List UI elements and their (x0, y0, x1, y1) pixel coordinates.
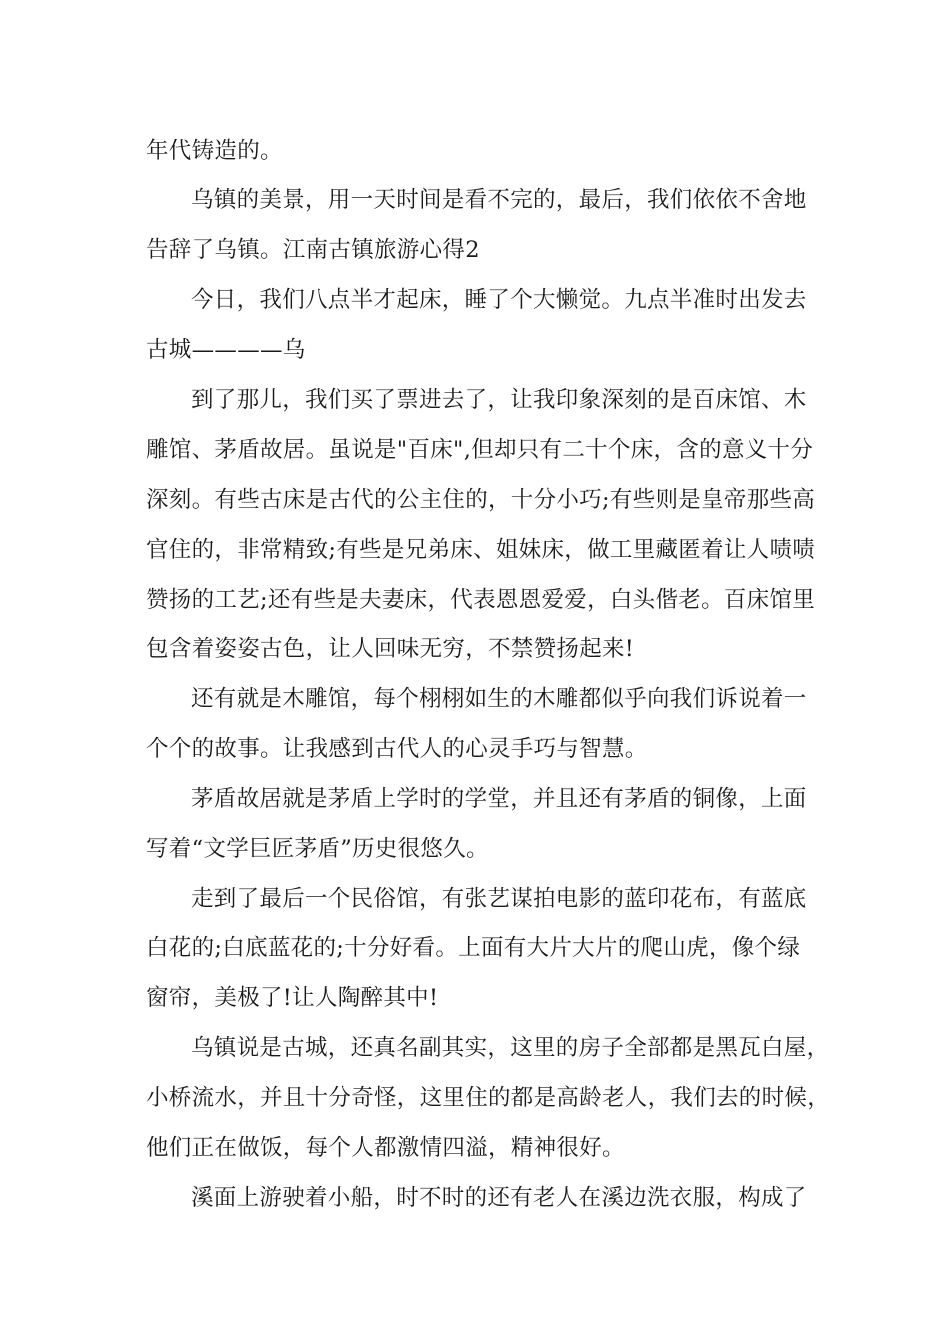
text-line-15: 写着“文学巨匠茅盾”历史很悠久。 (146, 836, 489, 862)
text-line-20: 小桥流水，并且十分奇怪，这里住的都是高龄老人，我们去的时候， (146, 1085, 831, 1111)
text-line-9: 官住的，非常精致;有些是兄弟床、姐妹床，做工里藏匿着让人啧啧 (146, 537, 816, 563)
paragraph-line-12: 还有就是木雕馆，每个栩栩如生的木雕都似乎向我们诉说着一 (191, 686, 807, 712)
text-line-21: 他们正在做饭，每个人都激情四溢，精神很好。 (146, 1135, 625, 1161)
paragraph-line-6: 到了那儿，我们买了票进去了，让我印象深刻的是百床馆、木 (191, 387, 807, 413)
paragraph-line-22: 溪面上游驶着小船，时不时的还有老人在溪边洗衣服，构成了 (191, 1185, 807, 1211)
text-line-17: 白花的;白底蓝花的;十分好看。上面有大片大片的爬山虎，像个绿 (146, 935, 801, 961)
text-line-10: 赞扬的工艺;还有些是夫妻床，代表恩恩爱爱，白头偕老。百床馆里 (146, 587, 816, 613)
paragraph-line-16: 走到了最后一个民俗馆，有张艺谋拍电影的蓝印花布，有蓝底 (191, 886, 807, 912)
paragraph-line-14: 茅盾故居就是茅盾上学时的学堂，并且还有茅盾的铜像，上面 (191, 786, 807, 812)
paragraph-line-4: 今日，我们八点半才起床，睡了个大懒觉。九点半准时出发去 (191, 287, 807, 313)
text-line-7: 雕馆、茅盾故居。虽说是"百床",但却只有二十个床，含的意义十分 (146, 437, 814, 463)
paragraph-line-19: 乌镇说是古城，还真名副其实，这里的房子全部都是黑瓦白屋， (191, 1035, 830, 1061)
text-line-5: 古城————乌 (146, 337, 306, 363)
text-line-18: 窗帘，美极了!让人陶醉其中! (146, 985, 439, 1011)
text-line-3: 告辞了乌镇。江南古镇旅游心得2 (146, 237, 480, 263)
text-line-1: 年代铸造的。 (146, 138, 283, 164)
paragraph-line-2: 乌镇的美景，用一天时间是看不完的，最后，我们依依不舍地 (191, 187, 807, 213)
text-line-11: 包含着姿姿古色，让人回味无穷，不禁赞扬起来! (146, 636, 635, 662)
text-line-8: 深刻。有些古床是古代的公主住的，十分小巧;有些则是皇帝那些高 (146, 487, 816, 513)
text-line-13: 个个的故事。让我感到古代人的心灵手巧与智慧。 (146, 736, 648, 762)
